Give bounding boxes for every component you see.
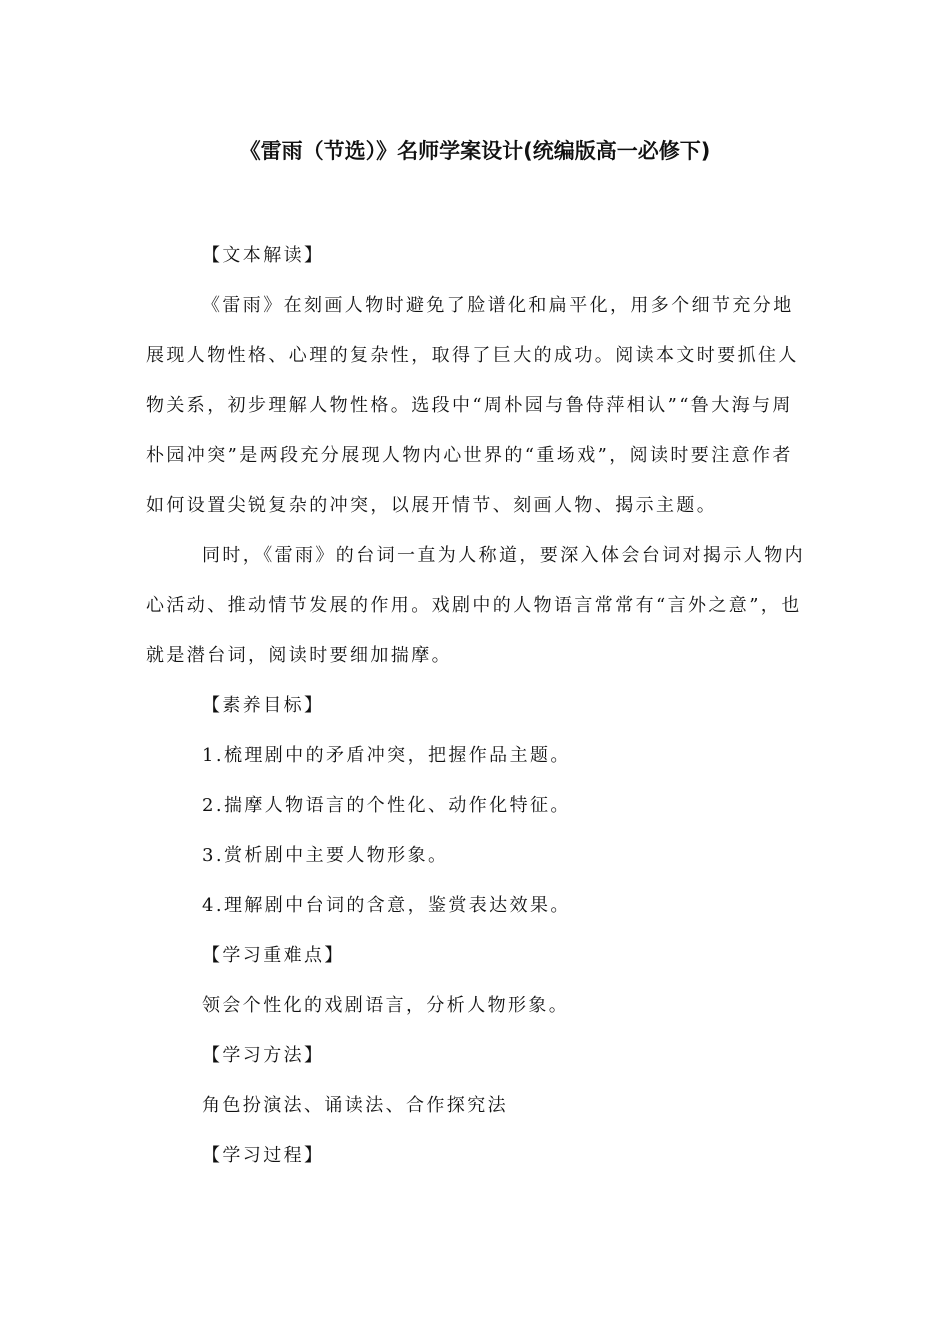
goal-item-3: 3.赏析剧中主要人物形象。: [202, 845, 449, 866]
goal-item-4: 4.理解剧中台词的含意，鉴赏表达效果。: [202, 895, 571, 916]
key-points-text: 领会个性化的戏剧语言，分析人物形象。: [202, 995, 570, 1016]
heading-text-reading: 【文本解读】: [202, 245, 325, 266]
heading-methods: 【学习方法】: [202, 1045, 325, 1066]
methods-text: 角色扮演法、诵读法、合作探究法: [202, 1095, 508, 1116]
goal-item-2: 2.揣摩人物语言的个性化、动作化特征。: [202, 795, 571, 816]
heading-key-points: 【学习重难点】: [202, 945, 345, 966]
heading-process: 【学习过程】: [202, 1145, 325, 1166]
heading-goals: 【素养目标】: [202, 695, 325, 716]
goal-item-1: 1.梳理剧中的矛盾冲突，把握作品主题。: [202, 745, 571, 766]
paragraph-text-reading-2: 同时，《雷雨》的台词一直为人称道，要深入体会台词对揭示人物内心活动、推动情节发展的作用。戏剧中的人物语言常常有“言外之意”，也就是潜台词，阅读时要细加揣摩。: [146, 545, 805, 666]
document-body: [146, 231, 806, 1181]
document-title: 《雷雨（节选）》名师学案设计(统编版高一必修下): [239, 139, 711, 163]
paragraph-text-reading-1: 《雷雨》在刻画人物时避免了脸谱化和扁平化，用多个细节充分地展现人物性格、心理的复杂性，取得了巨大的成功。阅读本文时要抓住人物关系，初步理解人物性格。选段中“周朴园与鲁侍萍相认”“鲁大海与周朴园冲突”是两段充分展现人物内心世界的“重场戏”，阅读时要注意作者如何设置尖锐复杂的冲突，以展开情节、刻画人物、揭示主题。: [146, 295, 799, 516]
